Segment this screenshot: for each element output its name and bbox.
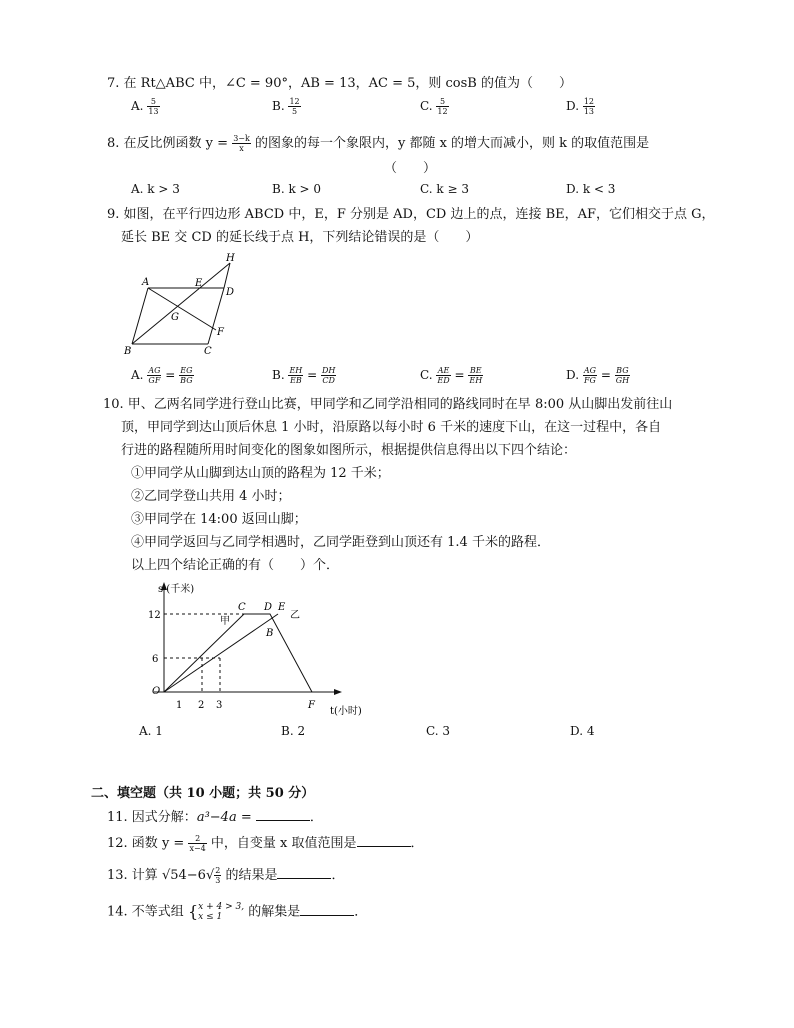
- q10-conclusion-4: ④甲同学返回与乙同学相遇时，乙同学距登到山顶还有 1.4 千米的路程．: [131, 535, 550, 550]
- q11-answer-blank[interactable]: [256, 808, 310, 821]
- section-2-title: 二、填空题（共 10 小题；共 50 分）: [91, 786, 315, 801]
- q12: 12. 函数 y = $\frac{2}{x-4}$ 中，自变量 x 取值范围是 ．: [107, 834, 424, 853]
- q12-answer-blank[interactable]: [357, 834, 411, 847]
- distance-time-graph: [140, 578, 380, 720]
- q9-stem-line1: 9. 如图，在平行四边形 ABCD 中，E，F 分别是 AD，CD 边上的点，连接 BE，AF，它们相交于点 G，: [107, 207, 715, 222]
- x-tick-2: 2: [198, 700, 205, 711]
- q10-option-c[interactable]: C. 3: [426, 724, 451, 738]
- q9-option-a[interactable]: A. $\frac{AG}{GF}$ = $\frac{EG}{BG}$: [131, 366, 193, 385]
- segment-bh: [132, 263, 230, 344]
- q9-option-c[interactable]: C. $\frac{AE}{ED}$ = $\frac{BE}{EH}$: [420, 366, 483, 385]
- q10-stem-line2: 顶，甲同学到达山顶后休息 1 小时，沿原路以每小时 6 千米的速度下山，在这一过程中，各自: [121, 420, 662, 435]
- q7-option-a[interactable]: A. $\frac{5}{13}$: [131, 97, 159, 116]
- segment-af: [148, 288, 216, 330]
- q9-stem-line2: 延长 BE 交 CD 的延长线于点 H，下列结论错误的是（ ）: [121, 230, 479, 245]
- x-tick-3: 3: [216, 700, 223, 711]
- q7-option-d[interactable]: D. $\frac{12}{13}$: [566, 97, 595, 116]
- q7-option-b[interactable]: B. $\frac{12}{5}$: [272, 97, 300, 116]
- q8-stem: 8. 在反比例函数 y = $\frac{3-k}{x}$ 的图象的每一个象限内，y 都随 x 的增大而减小，则 k 的取值范围是: [107, 134, 650, 153]
- x-axis-label: t(小时): [330, 706, 362, 717]
- q8-option-a[interactable]: A. k > 3: [131, 182, 180, 196]
- q10-stem-line4: 以上四个结论正确的有（ ）个．: [131, 558, 340, 573]
- origin-label: O: [152, 686, 161, 697]
- q10-conclusion-3: ③甲同学在 14:00 返回山脚；: [131, 512, 307, 527]
- y-tick-12: 12: [148, 610, 161, 621]
- label-c: C: [204, 346, 212, 357]
- q8-option-b[interactable]: B. k > 0: [272, 182, 322, 196]
- point-c: C: [238, 602, 246, 613]
- q9-option-d[interactable]: D. $\frac{AG}{FG}$ = $\frac{BG}{GH}$: [566, 366, 630, 385]
- q10-stem-line3: 行进的路程随所用时间变化的图象如图所示，根据提供信息得出以下四个结论：: [121, 443, 577, 458]
- q9-option-b[interactable]: B. $\frac{EH}{EB}$ = $\frac{DH}{CD}$: [272, 366, 336, 385]
- point-b: B: [266, 628, 274, 639]
- q7-option-c[interactable]: C. $\frac{5}{12}$: [420, 97, 448, 116]
- jia-label: 甲: [220, 616, 230, 627]
- x-tick-1: 1: [176, 700, 183, 711]
- q8-paren: （ ）: [384, 161, 437, 176]
- point-f: F: [308, 700, 315, 711]
- y-axis-label: s (千米): [158, 584, 195, 595]
- label-d: D: [226, 287, 235, 298]
- yi-label: 乙: [290, 610, 300, 621]
- q10-stem-line1: 10. 甲、乙两名同学进行登山比赛，甲同学和乙同学沿相同的路线同时在早 8:00 从山脚出发前往山: [103, 397, 673, 412]
- q10-conclusion-1: ①甲同学从山脚到达山顶的路程为 12 千米；: [131, 466, 390, 481]
- segment-ab: [132, 288, 148, 344]
- q10-conclusion-2: ②乙同学登山共用 4 小时；: [131, 489, 291, 504]
- label-h: H: [226, 253, 235, 264]
- y-tick-6: 6: [152, 654, 159, 665]
- label-a: A: [142, 277, 150, 288]
- label-g: G: [171, 312, 179, 323]
- q8-option-c[interactable]: C. k ≥ 3: [420, 182, 469, 196]
- q13: 13. 计算 √54−6√ $\frac{2}{3}$ 的结果是 ．: [107, 866, 345, 885]
- q14: 14. 不等式组 { x + 4 > 3, x ≤ 1 的解集是 ．: [107, 902, 368, 922]
- q8-option-d[interactable]: D. k < 3: [566, 182, 616, 196]
- x-axis-arrow: [334, 689, 342, 695]
- label-f: F: [217, 327, 224, 338]
- q14-answer-blank[interactable]: [300, 903, 354, 916]
- point-e: E: [278, 602, 286, 613]
- label-e: E: [195, 278, 203, 289]
- q7-stem: 7. 在 Rt△ABC 中，∠C = 90°，AB = 13，AC = 5，则 cosB 的值为（ ）: [107, 76, 572, 91]
- q10-option-a[interactable]: A. 1: [139, 724, 163, 738]
- parallelogram-figure: [118, 250, 248, 362]
- label-b: B: [124, 346, 132, 357]
- q11: 11. 因式分解：a³−4a = ．: [107, 810, 323, 825]
- point-d: D: [264, 602, 273, 613]
- q10-option-b[interactable]: B. 2: [281, 724, 306, 738]
- q13-answer-blank[interactable]: [277, 866, 331, 879]
- q10-option-d[interactable]: D. 4: [570, 724, 595, 738]
- jia-path: [164, 614, 312, 692]
